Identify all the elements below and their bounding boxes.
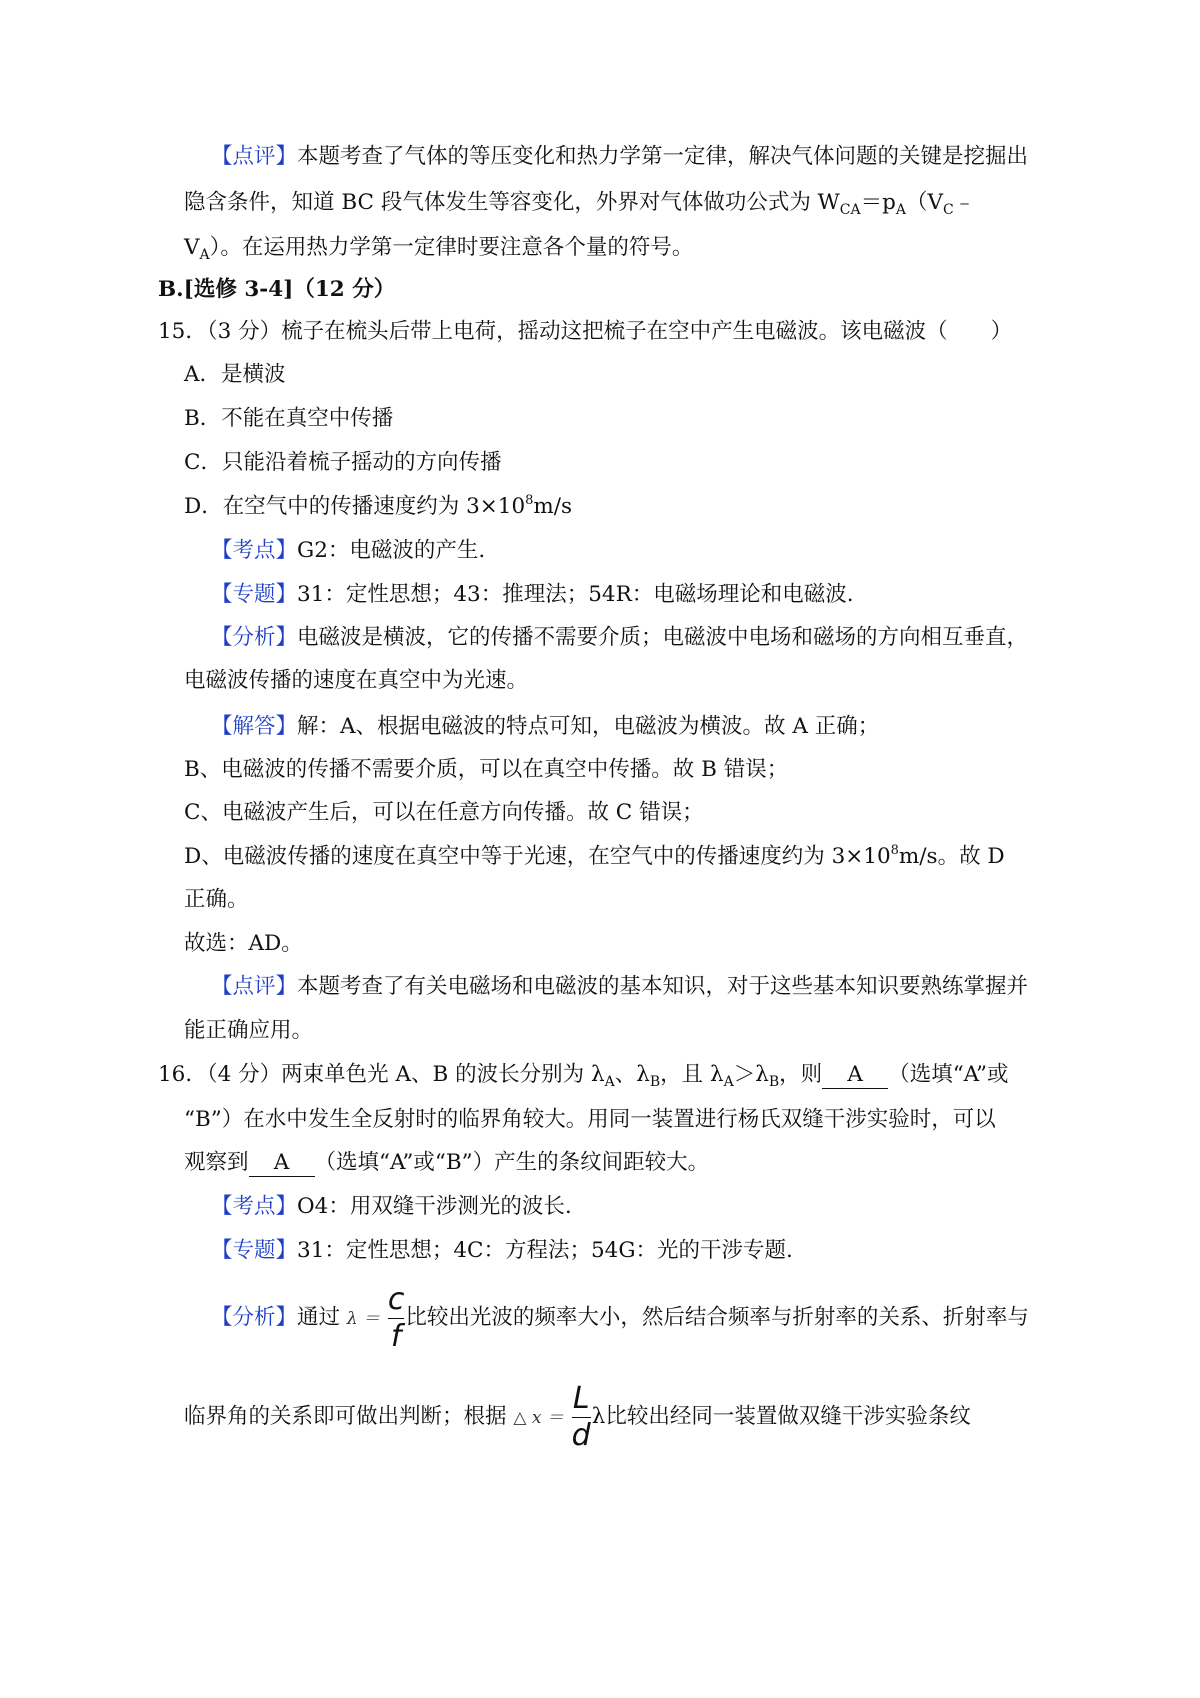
q16-fenxi-1: 【分析】通过 λ ＝ $\frac{c}{f}$ 比较出光波的频率大小，然后结合频率与折射率的关系、折射率与 [211, 1281, 1029, 1354]
comment-line-3: $V_A$）。在运用热力学第一定律时要注意各个量的符号。 [184, 235, 694, 263]
section-heading: B.[选修 3-4]（12 分） [158, 277, 396, 302]
q15-jieda-2: B、电磁波的传播不需要介质，可以在真空中传播。故 B 错误； [184, 757, 789, 782]
fraction-l-over-d: $\frac{L}{d}$ [571, 1380, 591, 1453]
q15-answer: 故选：AD。 [184, 931, 303, 956]
option-c: C．只能沿着梳子摇动的方向传播 [184, 450, 502, 475]
question-16-line-2: “B”）在水中发生全反射时的临界角较大。用同一装置进行杨氏双缝干涉实验时，可以 [184, 1107, 996, 1132]
question-15: 15．（3 分）梳子在梳头后带上电荷，摇动这把梳子在空中产生电磁波。该电磁波（ ） [158, 319, 1013, 344]
question-16-line-3: 观察到 A （选填“A”或“B”）产生的条纹间距较大。 [184, 1150, 710, 1175]
option-b: B．不能在真空中传播 [184, 406, 394, 431]
comment-tag: 【点评】 [211, 144, 298, 169]
q15-jieda-3: C、电磁波产生后，可以在任意方向传播。故 C 错误； [184, 800, 704, 825]
q16-fenxi-2: 临界角的关系即可做出判断；根据 △ x ＝ $\frac{L}{d}$ λ比较出经同一装置做双缝干涉实验条纹 [184, 1380, 971, 1453]
q16-zhuanti: 【专题】31：定性思想；4C：方程法；54G：光的干涉专题. [211, 1238, 793, 1263]
q15-jieda-1: 【解答】解：A、根据电磁波的特点可知，电磁波为横波。故 A 正确； [211, 714, 880, 739]
q15-fenxi-2: 电磁波传播的速度在真空中为光速。 [184, 668, 529, 693]
comment-line-2: 隐含条件，知道 BC 段气体发生等容变化，外界对气体做功公式为 $W_{CA}=p_A(V_C﹣$ [184, 190, 976, 218]
q15-jieda-4: D、电磁波传播的速度在真空中等于光速，在空气中的传播速度约为 $3\times 10^8m/s$。故 D [184, 843, 1005, 869]
answer-blank-1: A [822, 1062, 888, 1089]
option-a: A．是横波 [184, 362, 286, 387]
answer-blank-2: A [249, 1150, 315, 1177]
q15-jieda-5: 正确。 [184, 887, 249, 912]
comment-text: 本题考查了气体的等压变化和热力学第一定律，解决气体问题的关键是挖掘出 [297, 144, 1029, 169]
q15-kaodian: 【考点】G2：电磁波的产生. [211, 538, 486, 563]
q15-fenxi-1: 【分析】电磁波是横波，它的传播不需要介质；电磁波中电场和磁场的方向相互垂直， [211, 625, 1029, 650]
question-16-line-1: 16．（4 分）两束单色光 A、B 的波长分别为 $\lambda_A$、$\lambda_B$，且 $\lambda_A>\lambda_B$，则 A （选填“A”或 [158, 1062, 1009, 1090]
fraction-c-over-f: $\frac{c}{f}$ [387, 1281, 405, 1354]
option-d: D．在空气中的传播速度约为 $3\times 10^8m/s$ [184, 493, 573, 519]
q15-dianping-1: 【点评】本题考查了有关电磁场和电磁波的基本知识，对于这些基本知识要熟练掌握并 [211, 974, 1029, 999]
q15-dianping-2: 能正确应用。 [184, 1018, 314, 1043]
q15-zhuanti: 【专题】31：定性思想；43：推理法；54R：电磁场理论和电磁波. [211, 582, 854, 607]
comment-line-1 [211, 142, 1028, 172]
q16-kaodian: 【考点】O4：用双缝干涉测光的波长. [211, 1194, 572, 1219]
